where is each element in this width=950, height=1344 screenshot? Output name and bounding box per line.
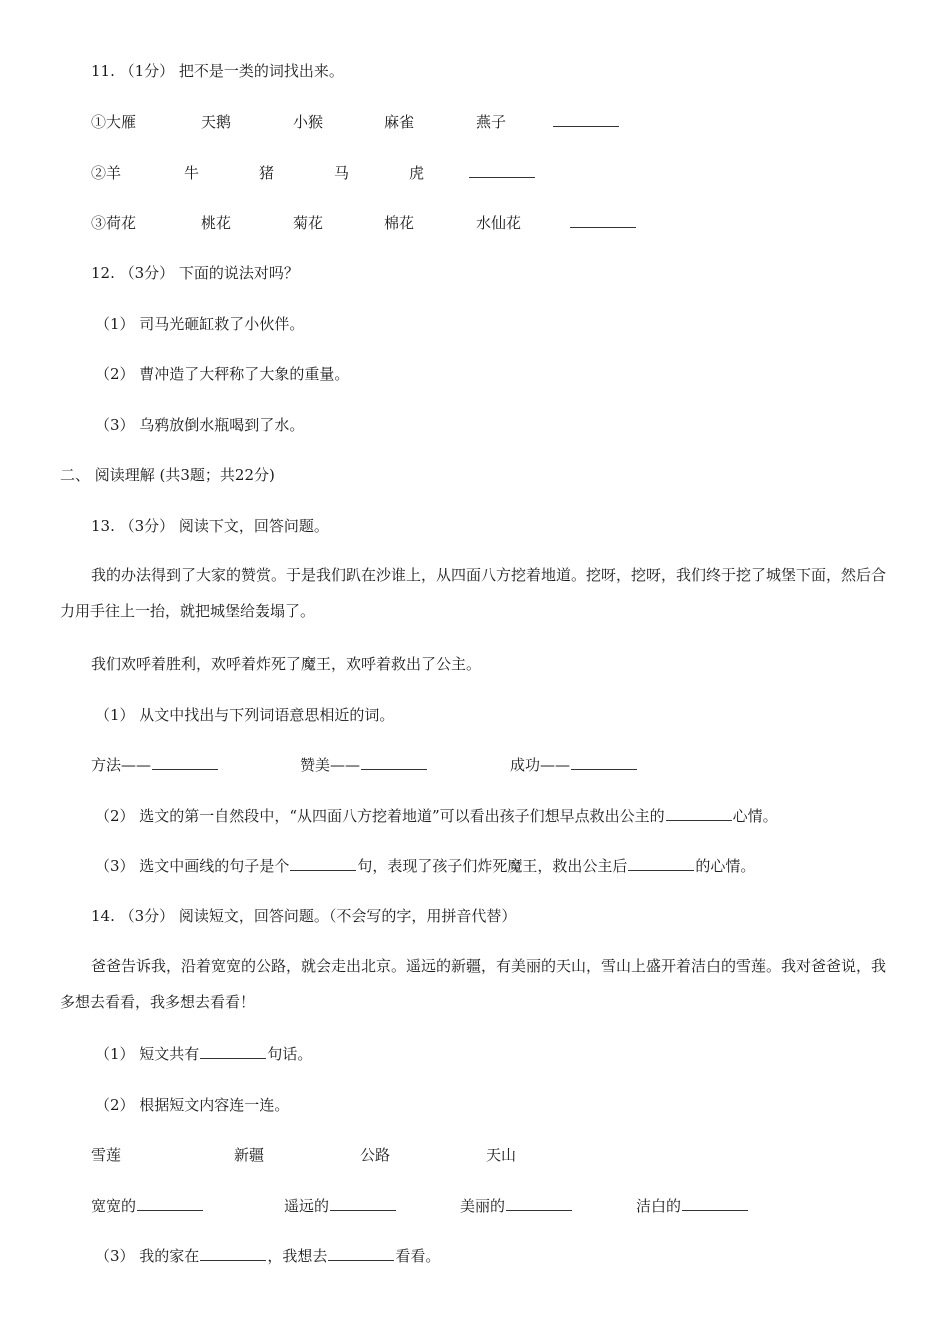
q14-sub-1 — [95, 1044, 312, 1064]
q14-sub-3-text: （3） 我的家在 — [95, 1247, 200, 1265]
word: 燕子 — [476, 113, 507, 131]
word: 桃花 — [201, 214, 232, 232]
q12-item-1: （1） 司马光砸缸救了小伙伴。 — [95, 315, 305, 333]
word: ③荷花 — [91, 214, 137, 232]
q14-sub-1-text: （1） 短文共有 — [95, 1045, 200, 1063]
word: ①大雁 — [91, 113, 137, 131]
q13-sub-3-mid: 句，表现了孩子们炸死魔王，救出公主后 — [357, 857, 628, 875]
word: 麻雀 — [384, 113, 415, 131]
q14-sub-3 — [95, 1246, 440, 1266]
answer-blank[interactable] — [361, 755, 427, 770]
answer-blank[interactable] — [328, 1246, 394, 1261]
q14-sub-3-tail: 看看。 — [395, 1247, 441, 1265]
word: 小猴 — [293, 113, 324, 131]
adj-word: 遥远的 — [284, 1197, 330, 1215]
synonym-prompt: 方法—— — [91, 756, 152, 774]
q14-header: 14. （3分） 阅读短文，回答问题。（不会写的字，用拼音代替） — [91, 907, 517, 925]
noun-word: 新疆 — [234, 1146, 265, 1164]
word: 棉花 — [384, 214, 415, 232]
word: 猪 — [259, 164, 275, 182]
word: ②羊 — [91, 164, 122, 182]
q13-passage-2: 我们欢呼着胜利，欢呼着炸死了魔王，欢呼着救出了公主。 — [91, 655, 482, 673]
synonym-prompt: 赞美—— — [300, 756, 361, 774]
q13-passage-1: 我的办法得到了大家的赞赏。于是我们趴在沙谁上，从四面八方挖着地道。挖呀，挖呀，我们终于挖了城堡下面，然后合力用手往上一抬，就把城堡给轰塌了。 — [60, 566, 887, 620]
q13-sub-2-tail: 心情。 — [732, 807, 778, 825]
q13-sub-2 — [95, 806, 778, 826]
noun-word: 天山 — [486, 1146, 517, 1164]
answer-blank[interactable] — [553, 112, 619, 127]
q12-item-2: （2） 曹冲造了大秤称了大象的重量。 — [95, 365, 350, 383]
answer-blank[interactable] — [200, 1044, 266, 1059]
answer-blank[interactable] — [137, 1196, 203, 1211]
q13-header: 13. （3分） 阅读下文，回答问题。 — [91, 517, 329, 535]
adj-word: 洁白的 — [636, 1197, 682, 1215]
word: 天鹅 — [201, 113, 232, 131]
q14-sub-2: （2） 根据短文内容连一连。 — [95, 1096, 290, 1114]
q14-passage: 爸爸告诉我，沿着宽宽的公路，就会走出北京。遥远的新疆，有美丽的天山，雪山上盛开着洁白的雪莲。我对爸爸说，我多想去看看，我多想去看看！ — [60, 957, 887, 1011]
q12-header: 12. （3分） 下面的说法对吗？ — [91, 264, 299, 282]
answer-blank[interactable] — [570, 213, 636, 228]
answer-blank[interactable] — [152, 755, 218, 770]
q12-item-3: （3） 乌鸦放倒水瓶喝到了水。 — [95, 416, 305, 434]
word: 马 — [334, 164, 350, 182]
word: 菊花 — [293, 214, 324, 232]
adj-word: 美丽的 — [460, 1197, 506, 1215]
noun-word: 雪莲 — [91, 1146, 122, 1164]
answer-blank[interactable] — [200, 1246, 266, 1261]
answer-blank[interactable] — [469, 163, 535, 178]
q13-sub-2-text: （2） 选文的第一自然段中，“从四面八方挖着地道”可以看出孩子们想早点救出公主的 — [95, 807, 665, 825]
q14-sub-3-mid: ，我想去 — [267, 1247, 328, 1265]
word: 水仙花 — [476, 214, 522, 232]
q13-sub-3-tail: 的心情。 — [695, 857, 756, 875]
word: 牛 — [184, 164, 200, 182]
answer-blank[interactable] — [290, 856, 356, 871]
q13-sub-1: （1） 从文中找出与下列词语意思相近的词。 — [95, 706, 395, 724]
noun-word: 公路 — [360, 1146, 391, 1164]
q13-sub-3-text: （3） 选文中画线的句子是个 — [95, 857, 290, 875]
q13-sub-3 — [95, 856, 755, 876]
answer-blank[interactable] — [571, 755, 637, 770]
answer-blank[interactable] — [506, 1196, 572, 1211]
q11-header: 11. （1分） 把不是一类的词找出来。 — [91, 62, 344, 80]
adj-word: 宽宽的 — [91, 1197, 137, 1215]
answer-blank[interactable] — [330, 1196, 396, 1211]
answer-blank[interactable] — [682, 1196, 748, 1211]
section-heading: 二、 阅读理解 (共3题；共22分) — [60, 466, 275, 484]
answer-blank[interactable] — [628, 856, 694, 871]
answer-blank[interactable] — [666, 806, 732, 821]
q14-sub-1-tail: 句话。 — [267, 1045, 313, 1063]
word: 虎 — [409, 164, 425, 182]
synonym-prompt: 成功—— — [510, 756, 571, 774]
